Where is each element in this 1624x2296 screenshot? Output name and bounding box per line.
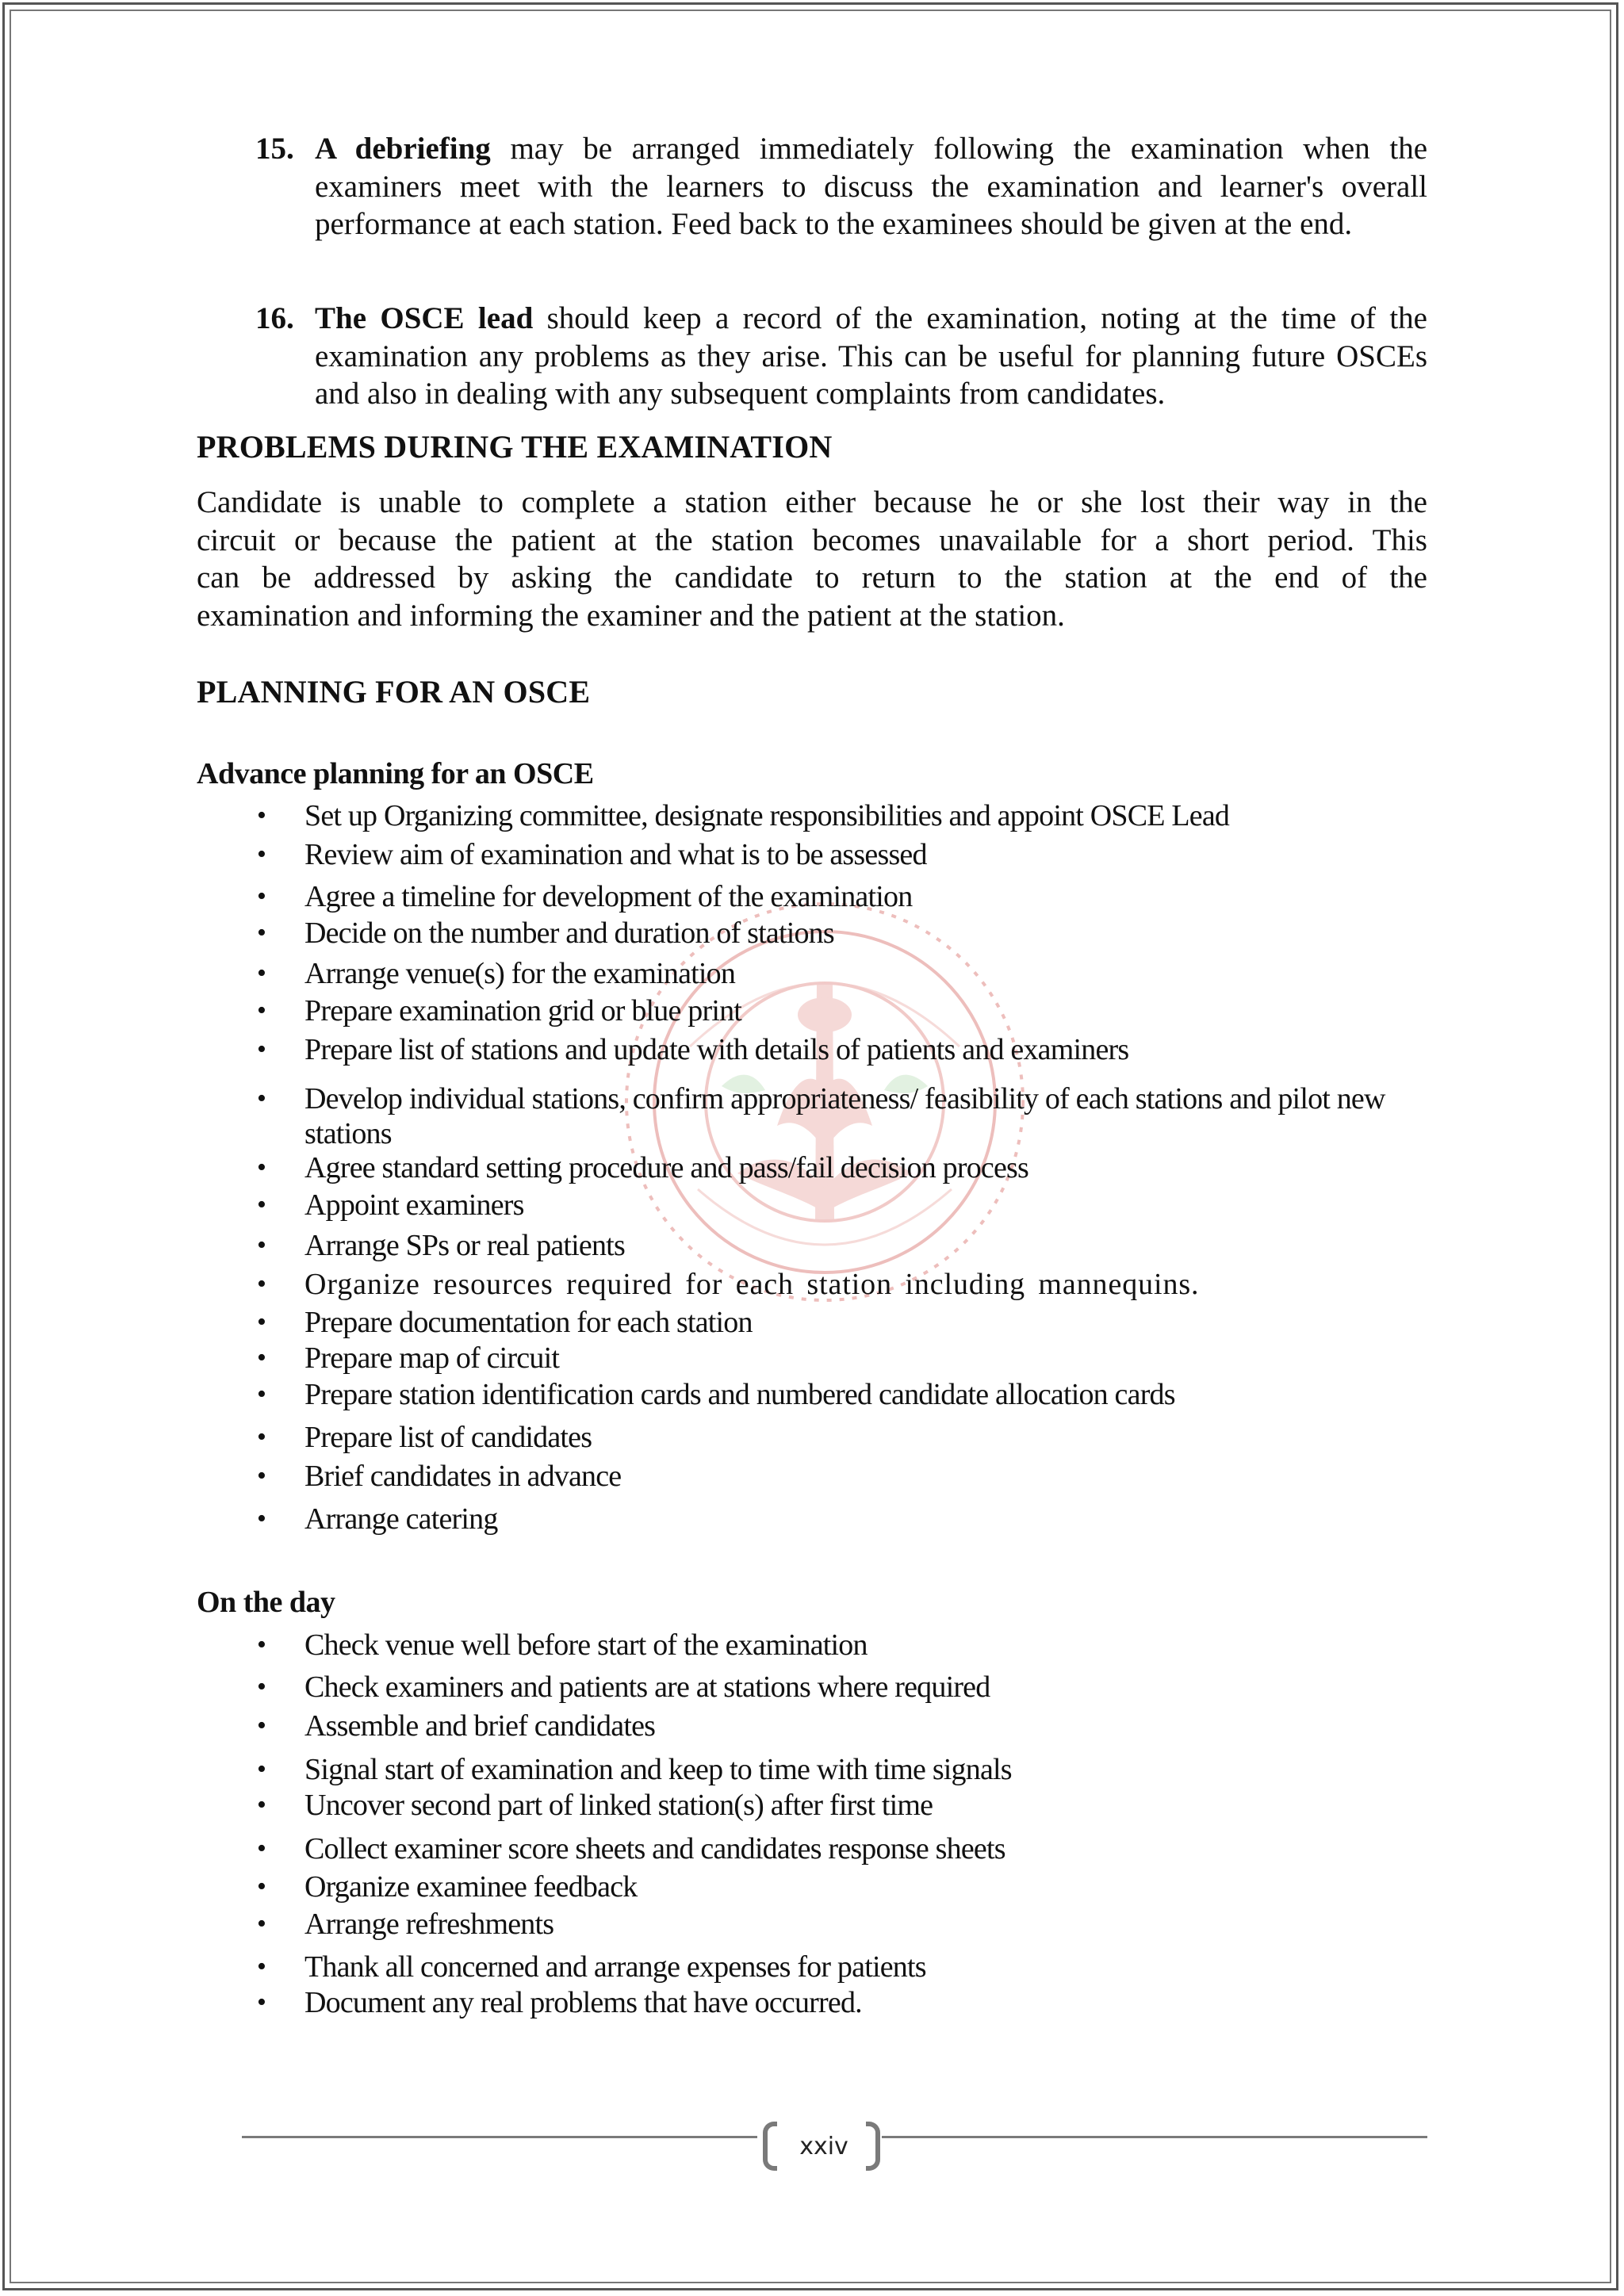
- list-item-text: Brief candidates in advance: [304, 1460, 622, 1493]
- bullet-marker: •: [257, 1084, 266, 1113]
- item-number: 15.: [255, 132, 294, 166]
- list-item-text: Prepare examination grid or blue print: [304, 994, 742, 1027]
- list-item-text: Arrange catering: [304, 1502, 498, 1536]
- bullet-marker: •: [257, 1190, 266, 1219]
- list-item-text: Prepare documentation for each station: [304, 1306, 753, 1339]
- list-item-text: Prepare map of circuit: [304, 1341, 560, 1375]
- numbered-item-15: [197, 130, 1427, 243]
- item-body: [315, 300, 1427, 413]
- bullet-marker: •: [257, 1035, 266, 1064]
- bullet-marker: •: [257, 1872, 266, 1901]
- list-item-text: Develop individual stations, confirm appropriateness/ feasibility of each stations and pilot new stations: [304, 1082, 1385, 1150]
- list-item-text: Document any real problems that have occurred.: [304, 1986, 862, 2019]
- bullet-marker: •: [257, 1672, 266, 1701]
- bullet-marker: •: [257, 801, 266, 830]
- list-item-text: Review aim of examination and what is to be assessed: [304, 838, 927, 871]
- bullet-marker: •: [257, 1909, 266, 1938]
- bullet-marker: •: [257, 1504, 266, 1533]
- footer-bracket-right: [866, 2122, 880, 2171]
- problems-paragraph: [197, 484, 1427, 634]
- list-item-text: Agree a timeline for development of the examination: [304, 880, 913, 913]
- list-item-text: Agree standard setting procedure and pass/fail decision process: [304, 1151, 1028, 1184]
- list-item: [197, 1459, 1427, 1494]
- bullet-marker: •: [257, 1461, 266, 1490]
- bullet-marker: •: [257, 1307, 266, 1337]
- list-item-text: Assemble and brief candidates: [304, 1709, 656, 1743]
- list-item-text: Set up Organizing committee, designate responsibilities and appoint OSCE Lead: [304, 799, 1230, 832]
- page-number: xxiv: [799, 2133, 848, 2160]
- list-item: [197, 1752, 1427, 1787]
- bullet-marker: •: [257, 996, 266, 1025]
- problems-heading: PROBLEMS DURING THE EXAMINATION: [197, 429, 833, 465]
- bullet-marker: •: [257, 1988, 266, 2017]
- list-item-text: Uncover second part of linked station(s) after first time: [304, 1789, 933, 1822]
- list-item: [197, 1831, 1427, 1866]
- item-text: should keep a record of the examination, noting at the time of the examination any problems as they arise. This can be useful for planning future OSCEs and also in dealing with any subsequent complaints from candidates.: [315, 301, 1427, 411]
- list-item-text: Prepare station identification cards and numbered candidate allocation cards: [304, 1378, 1175, 1411]
- bullet-marker: •: [257, 1230, 266, 1260]
- bullet-marker: •: [257, 1790, 266, 1820]
- list-item-text: Check examiners and patients are at stations where required: [304, 1670, 990, 1704]
- numbered-item-16: [197, 300, 1427, 413]
- item-lead: A debriefing: [315, 132, 491, 166]
- list-item: [197, 1341, 1427, 1376]
- list-item-text: Prepare list of candidates: [304, 1421, 592, 1454]
- footer-rule-left: [242, 2136, 757, 2138]
- list-item-text: Check venue well before start of the examination: [304, 1628, 868, 1662]
- list-item-text: Arrange refreshments: [304, 1908, 554, 1941]
- bullet-marker: •: [257, 882, 266, 911]
- list-item: [197, 1788, 1427, 1823]
- list-item: [197, 1081, 1427, 1151]
- list-item: [197, 1267, 1427, 1302]
- bullet-marker: •: [257, 1153, 266, 1182]
- list-item: [197, 1305, 1427, 1340]
- list-item: [197, 837, 1427, 872]
- list-item: [197, 1907, 1427, 1942]
- list-item: [197, 1420, 1427, 1455]
- footer-rule-right: [882, 2136, 1427, 2138]
- bullet-marker: •: [257, 1755, 266, 1784]
- bullet-marker: •: [257, 1834, 266, 1863]
- planning-heading: PLANNING FOR AN OSCE: [197, 674, 591, 710]
- list-item: [197, 1950, 1427, 1984]
- advance-planning-heading: Advance planning for an OSCE: [197, 757, 594, 790]
- list-item-text: Organize examinee feedback: [304, 1870, 638, 1904]
- paragraph-line: examination and informing the examiner and the patient at the station.: [197, 598, 1065, 633]
- list-item: [197, 1628, 1427, 1663]
- list-item: [197, 1709, 1427, 1743]
- bullet-marker: •: [257, 840, 266, 869]
- list-item: [197, 798, 1427, 833]
- bullet-marker: •: [257, 1343, 266, 1372]
- list-item: [197, 1502, 1427, 1536]
- bullet-marker: •: [257, 1380, 266, 1409]
- bullet-marker: •: [257, 918, 266, 947]
- list-item: [197, 1869, 1427, 1904]
- list-item-text: Decide on the number and duration of stations: [304, 916, 834, 950]
- list-item-text: Arrange SPs or real patients: [304, 1229, 625, 1262]
- bullet-marker: •: [257, 1711, 266, 1740]
- on-the-day-heading: On the day: [197, 1586, 335, 1619]
- bullet-marker: •: [257, 959, 266, 988]
- list-item: [197, 1188, 1427, 1223]
- list-item: [197, 879, 1427, 914]
- footer-bracket-left: [763, 2122, 777, 2171]
- item-text: may be arranged immediately following the examination when the examiners meet with the learners to discuss the examination and learner's overall performance at each station. Feed back to the examinees should be given at the end.: [315, 132, 1428, 241]
- item-lead: The OSCE lead: [315, 301, 534, 335]
- list-item-text: Collect examiner score sheets and candidates response sheets: [304, 1832, 1005, 1866]
- list-item-text: Thank all concerned and arrange expenses for patients: [304, 1950, 926, 1984]
- list-item-text: Prepare list of stations and update with details of patients and examiners: [304, 1033, 1129, 1066]
- bullet-marker: •: [257, 1422, 266, 1452]
- item-body: [315, 130, 1427, 243]
- list-item-text: Appoint examiners: [304, 1188, 524, 1222]
- bullet-marker: •: [257, 1630, 266, 1659]
- item-number: 16.: [255, 301, 294, 335]
- paragraph-line: circuit or because the patient at the station becomes unavailable for a short period. This: [197, 522, 1427, 557]
- list-item: [197, 1032, 1427, 1067]
- list-item: [197, 956, 1427, 991]
- list-item: [197, 1985, 1427, 2020]
- paragraph-line: Candidate is unable to complete a station either because he or she lost their way in the: [197, 485, 1427, 519]
- list-item: [197, 1150, 1427, 1185]
- list-item: [197, 1670, 1427, 1705]
- list-item: [197, 1377, 1427, 1412]
- list-item-text: Organize resources required for each station including mannequins.: [304, 1268, 1200, 1301]
- list-item: [197, 916, 1427, 951]
- list-item: [197, 1228, 1427, 1263]
- list-item-text: Signal start of examination and keep to time with time signals: [304, 1753, 1012, 1786]
- list-item: [197, 993, 1427, 1028]
- list-item-text: Arrange venue(s) for the examination: [304, 957, 736, 990]
- paragraph-line: can be addressed by asking the candidate to return to the station at the end of the: [197, 561, 1427, 595]
- bullet-marker: •: [257, 1269, 266, 1299]
- bullet-marker: •: [257, 1952, 266, 1981]
